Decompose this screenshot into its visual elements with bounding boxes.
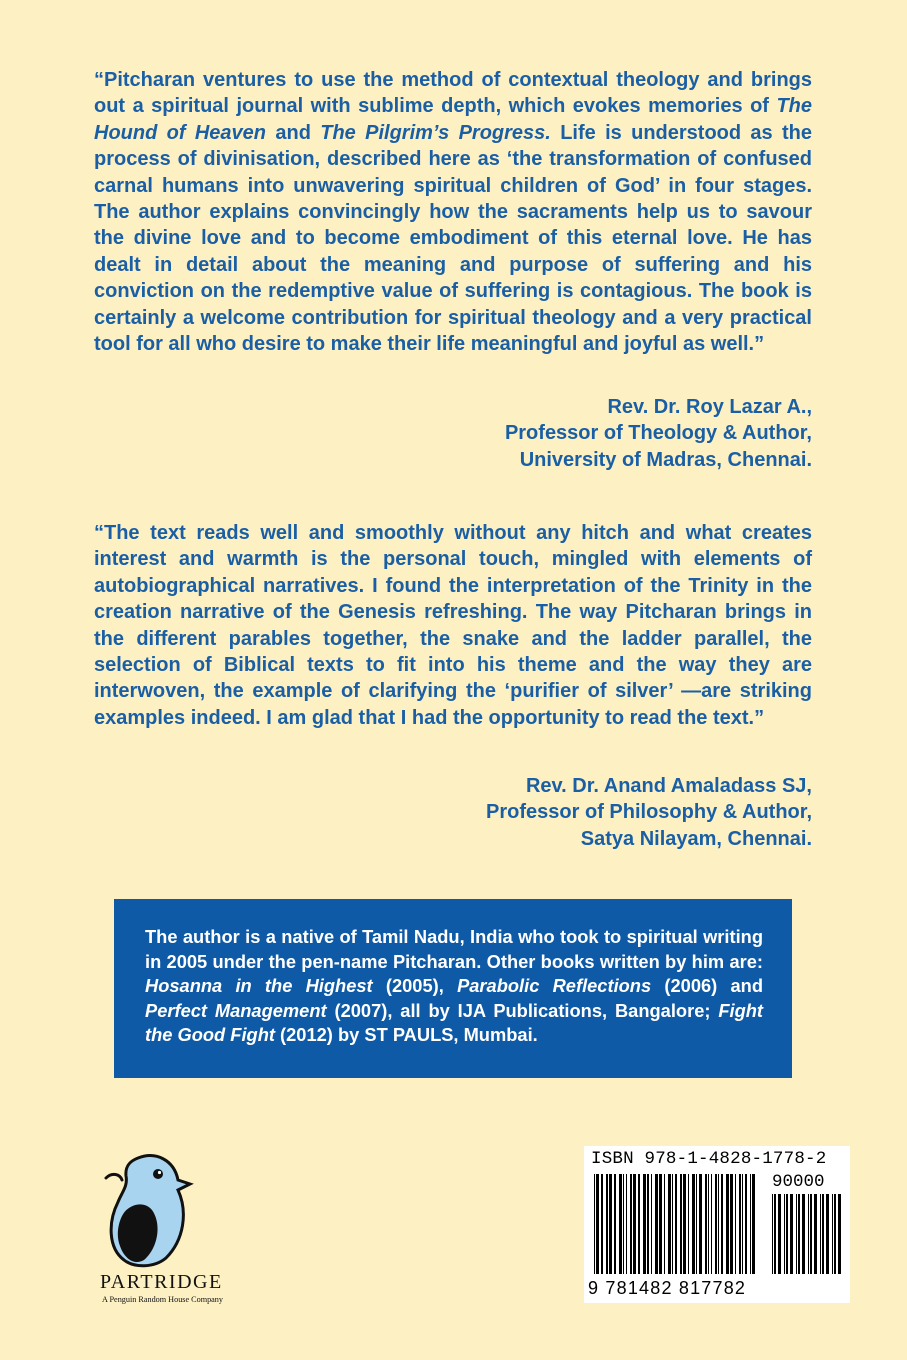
reviewer-role: Professor of Philosophy & Author, bbox=[486, 801, 812, 824]
quote1-title-b: The Pilgrim’s Progress. bbox=[320, 121, 551, 144]
book-title: Fight the Good Fight bbox=[145, 999, 763, 1045]
penguin-bird-icon bbox=[92, 1152, 212, 1270]
barcode-bar bbox=[834, 1194, 836, 1274]
barcode-bar bbox=[683, 1174, 686, 1274]
barcode-bar bbox=[808, 1194, 809, 1274]
quote1-text-a: “Pitcharan ventures to use the method of contextual theology and brings out a spiritual journal with sublime depth, which evokes memories of bbox=[94, 69, 812, 118]
barcode-bar bbox=[643, 1174, 646, 1274]
barcode-bar bbox=[606, 1174, 608, 1274]
barcode-bar bbox=[802, 1194, 805, 1274]
barcode-bar bbox=[739, 1174, 741, 1274]
barcode-bar bbox=[601, 1174, 603, 1274]
barcode-bar bbox=[675, 1174, 677, 1274]
barcode-bar bbox=[726, 1174, 729, 1274]
barcode-bar bbox=[692, 1174, 695, 1274]
barcode-bar bbox=[786, 1194, 788, 1274]
bio-segment: (2012) by ST PAULS, Mumbai. bbox=[274, 1024, 538, 1045]
author-bio-box bbox=[114, 899, 792, 1078]
review-attribution-1 bbox=[312, 394, 812, 473]
bio-segment: (2005), bbox=[372, 975, 458, 996]
barcode-bar bbox=[730, 1174, 733, 1274]
author-bio-text bbox=[145, 925, 763, 1048]
barcode-digits: 9 781482 817782 bbox=[588, 1278, 747, 1298]
barcode-bar bbox=[784, 1194, 785, 1274]
quote2-text: “The text reads well and smoothly without any hitch and what creates interest and warmth is the personal touch, mingled with elements of autobiographical narratives. I found the interpretation of the Trinity in the creation narrative of the Genesis refreshing. The way Pitcharan brings in the different parables together, the snake and the ladder parallel, the selection of Biblical texts to fit into his theme and the way they are interwoven, the example of clarifying the ‘purifier of silver’ —are striking examples indeed. I am glad that I had the opportunity to read the text.” bbox=[94, 522, 812, 729]
barcode-bar bbox=[810, 1194, 812, 1274]
barcode-bar bbox=[664, 1174, 665, 1274]
reviewer-place: University of Madras, Chennai. bbox=[519, 448, 812, 471]
barcode-bar bbox=[711, 1174, 712, 1274]
barcode-bar bbox=[638, 1174, 640, 1274]
barcode-bar bbox=[798, 1194, 800, 1274]
barcode-bar bbox=[752, 1174, 755, 1274]
barcode-bar bbox=[814, 1194, 817, 1274]
publisher-tagline: A Penguin Random House Company bbox=[102, 1295, 223, 1304]
bio-intro: The author is a native of Tamil Nadu, India who took to spiritual writing in 2005 under the pen-name Pitcharan. Other books written by him are: bbox=[145, 926, 763, 972]
barcode-bar bbox=[596, 1174, 599, 1274]
barcode-bar bbox=[614, 1174, 616, 1274]
barcode-bar bbox=[609, 1174, 612, 1274]
barcode-bar bbox=[774, 1194, 776, 1274]
barcode-bar bbox=[623, 1174, 624, 1274]
barcode-bar bbox=[633, 1174, 636, 1274]
barcode-bar bbox=[626, 1174, 627, 1274]
barcode-bar bbox=[790, 1194, 793, 1274]
price-code: 90000 bbox=[772, 1172, 825, 1192]
quote1-text-b: and bbox=[266, 121, 321, 144]
reviewer-role: Professor of Theology & Author, bbox=[504, 422, 812, 445]
reviewer-place: Satya Nilayam, Chennai. bbox=[580, 827, 812, 850]
quote1-title-a: The Hound of Heaven bbox=[94, 95, 812, 144]
barcode-bar bbox=[630, 1174, 632, 1274]
barcode-bar bbox=[696, 1174, 697, 1274]
book-title: Hosanna in the Highest bbox=[145, 975, 373, 996]
barcode-bar bbox=[750, 1174, 751, 1274]
barcode-bar bbox=[778, 1194, 781, 1274]
publisher-name: PARTRIDGE bbox=[100, 1271, 223, 1293]
barcode-bar bbox=[699, 1174, 702, 1274]
barcode-bar bbox=[735, 1174, 736, 1274]
barcode-bar bbox=[705, 1174, 707, 1274]
isbn-label: ISBN 978-1-4828-1778-2 bbox=[591, 1149, 827, 1169]
barcode-bar bbox=[826, 1194, 829, 1274]
publisher-logo bbox=[74, 1152, 223, 1312]
book-title: Perfect Management bbox=[145, 999, 327, 1021]
barcode-bar bbox=[796, 1194, 797, 1274]
barcode-bar bbox=[772, 1194, 773, 1274]
barcode-bar bbox=[718, 1174, 719, 1274]
reviewer-name: Rev. Dr. Roy Lazar A., bbox=[607, 396, 812, 418]
barcode-bar bbox=[672, 1174, 673, 1274]
reviewer-name: Rev. Dr. Anand Amaladass SJ, bbox=[525, 775, 812, 797]
barcode-bar bbox=[838, 1194, 841, 1274]
book-title: Parabolic Reflections bbox=[457, 975, 652, 996]
barcode-bar bbox=[619, 1174, 622, 1274]
barcode-bar bbox=[721, 1174, 723, 1274]
review-quote-1 bbox=[94, 67, 812, 357]
barcode-bar bbox=[647, 1174, 649, 1274]
barcode-bar bbox=[745, 1174, 747, 1274]
barcode-bar bbox=[680, 1174, 682, 1274]
barcode-bar bbox=[688, 1174, 689, 1274]
barcode-bar bbox=[668, 1174, 671, 1274]
barcode-bar bbox=[655, 1174, 658, 1274]
barcode-bar bbox=[659, 1174, 662, 1274]
barcode-bar bbox=[708, 1174, 709, 1274]
barcode-bar bbox=[715, 1174, 717, 1274]
review-attribution-2 bbox=[312, 773, 812, 852]
barcode-bar bbox=[822, 1194, 824, 1274]
barcode-bar bbox=[651, 1174, 652, 1274]
quote1-text-c: Life is understood as the process of divinisation, described here as ‘the transformation of confused carnal humans into unwavering spiritual children of God’ in four stages. The author explains convincingly how the sacraments help us to savour the divine love and to become embodiment of this eternal love. He has dealt in detail about the meaning and purpose of suffering and his conviction on the redemptive value of suffering is contagious. The book is certainly a welcome contribution for spiritual theology and a very practical tool for all who desire to make their life meaningful and joyful as well.” bbox=[94, 121, 813, 356]
review-quote-2 bbox=[94, 520, 812, 731]
barcode-bar bbox=[594, 1174, 595, 1274]
isbn-barcode-panel bbox=[584, 1146, 850, 1303]
bio-segment: (2007), all by IJA Publications, Bangalore; bbox=[326, 999, 719, 1021]
barcode-bar bbox=[820, 1194, 821, 1274]
barcode-bar bbox=[742, 1174, 743, 1274]
bio-segment: (2006) and bbox=[651, 975, 763, 996]
barcode-bar bbox=[832, 1194, 833, 1274]
